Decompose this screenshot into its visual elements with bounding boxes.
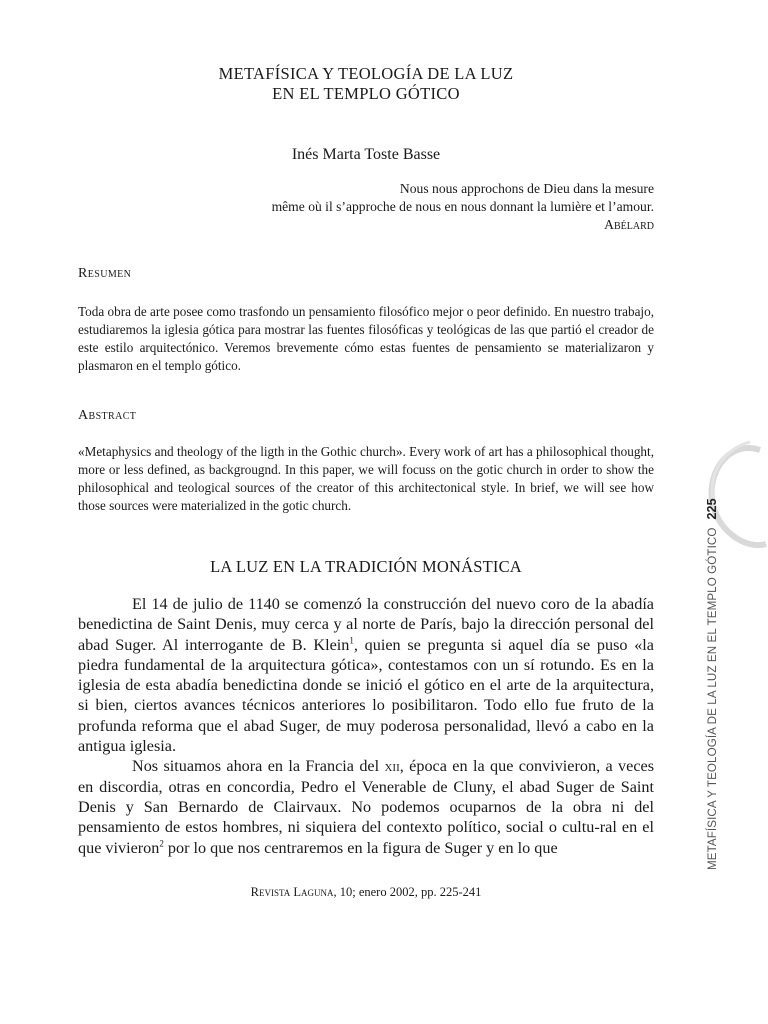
paragraph-2-part-a: Nos situamos ahora en la Francia del <box>132 757 385 776</box>
paragraph-1-part-b: , quien se pregunta si aquel día se puso «la piedra fundamental de la arquitectura gótica», contestamos con un sí rotundo. Es en la iglesia de esta abadía benedictina donde se inició el gótico en el arte de la arquitectura, si bien, ciertos avances técnicos anteriores lo posibilitaron. Todo ello fue fruto de la profunda reforma que el abad Suger, de muy poderosa personalidad, llevó a cabo en la antigua iglesia. <box>78 635 654 756</box>
paragraph-2 <box>78 756 654 857</box>
section-heading: LA LUZ EN LA TRADICIÓN MONÁSTICA <box>210 557 522 576</box>
margin-ornament <box>690 440 768 560</box>
epigraph-attribution: Abélard <box>604 217 654 232</box>
abstract-heading: Abstract <box>78 408 137 423</box>
journal-details: , 10; enero 2002, pp. 225-241 <box>333 885 482 899</box>
article-title <box>78 64 654 104</box>
paragraph-2-part-c: por lo que nos centraremos en la figura de Suger y en lo que <box>163 838 558 857</box>
title-line-1: METAFÍSICA Y TEOLOGÍA DE LA LUZ <box>218 64 514 83</box>
title-line-2: EN EL TEMPLO GÓTICO <box>272 84 460 103</box>
resumen-heading: Resumen <box>78 266 132 281</box>
page-number: 225 <box>705 498 719 520</box>
footnote-ref-1: 1 <box>349 635 354 646</box>
body-text <box>78 594 654 858</box>
running-title: METAFÍSICA Y TEOLOGÍA DE LA LUZ EN EL TEMPLO GÓTICO <box>706 527 719 870</box>
paragraph-2-part-b: , época en la que convivieron, a veces en discordia, otras en concordia, Pedro el Venerable de Cluny, el abad Suger de Saint Denis y San Bernardo de Clairvaux. No podemos ocuparnos de la obra ni del pensamiento de estos hombres, ni siquiera del contexto político, social o cultu-ral en el que vivieron <box>78 757 654 857</box>
century-numeral: xii <box>384 757 400 776</box>
epigraph-line-2: même où il s’approche de nous en nous donnant la lumière et l’amour. <box>271 199 654 214</box>
abstract-text: «Metaphysics and theology of the ligth in the Gothic church». Every work of art has a philosophical thought, more or less defined, as backgrougnd. In this paper, we will focuss on the gotic church in order to show the philosophical and teological sources of the creator of this architectonical style. In brief, we will see how those sources were materialized in the gotic church. <box>78 444 654 513</box>
epigraph <box>170 180 654 234</box>
resumen-text: Toda obra de arte posee como trasfondo un pensamiento filosófico mejor o peor definido. En nuestro trabajo, estudiaremos la iglesia gótica para mostrar las fuentes filosóficas y teológicas de las que partió el creador de este estilo arquitectónico. Veremos brevemente cómo estas fuentes de pensamiento se materializaron y plasmaron en el templo gótico. <box>78 304 654 373</box>
author-name: Inés Marta Toste Basse <box>291 146 441 163</box>
paragraph-1-part-a: El 14 de julio de 1140 se comenzó la construcción del nuevo coro de la abadía benedictina de Saint Denis, muy cerca y al norte de París, bajo la dirección personal del abad Suger. Al interrogante de B. Klein <box>78 595 654 654</box>
journal-name: Revista Laguna <box>250 885 334 899</box>
paragraph-1 <box>78 594 654 756</box>
footnote-ref-2: 2 <box>159 838 164 849</box>
journal-footer <box>78 885 654 900</box>
epigraph-line-1: Nous nous approchons de Dieu dans la mesure <box>399 181 654 196</box>
running-header-vertical <box>705 498 719 870</box>
